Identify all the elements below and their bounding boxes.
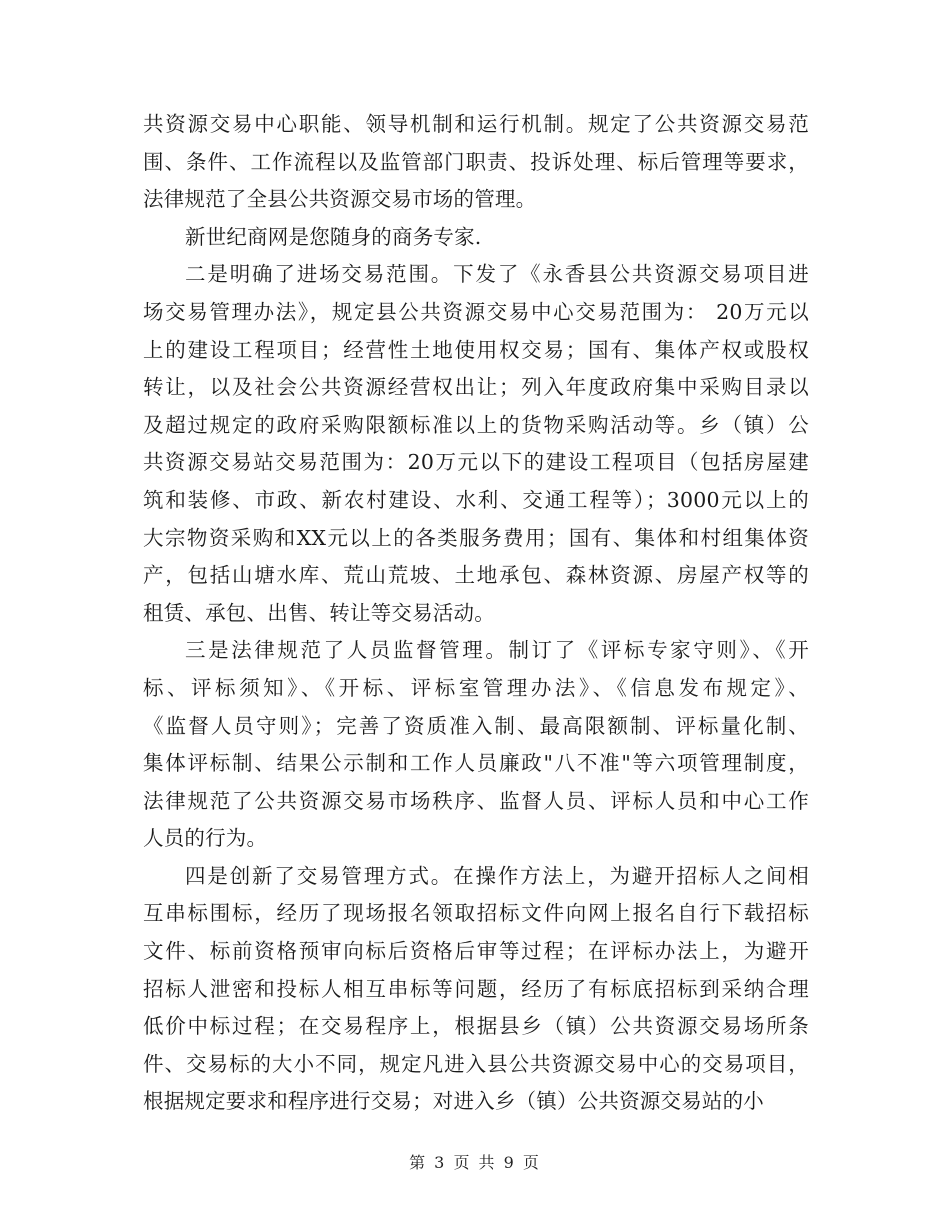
paragraph-line: 大宗物资采购和XX元以上的各类服务费用；国有、集体和村组集体资 bbox=[143, 525, 809, 550]
paragraph bbox=[143, 219, 809, 257]
paragraph-line: 产，包括山塘水库、荒山荒坡、土地承包、森林资源、房屋产权等的 bbox=[143, 563, 809, 588]
paragraph-line: 围、条件、工作流程以及监管部门职责、投诉处理、标后管理等要求， bbox=[143, 149, 809, 174]
paragraph-line: 三是法律规范了人员监督管理。制订了《评标专家守则》、《开 bbox=[185, 638, 809, 663]
document-body bbox=[143, 106, 809, 1121]
paragraph-line: 互串标围标，经历了现场报名领取招标文件向网上报名自行下载招标 bbox=[143, 901, 809, 926]
paragraph-line: 低价中标过程；在交易程序上，根据县乡（镇）公共资源交易场所条 bbox=[143, 1014, 809, 1039]
paragraph-line: 集体评标制、结果公示制和工作人员廉政"八不准"等六项管理制度， bbox=[143, 751, 809, 776]
paragraph-line: 二是明确了进场交易范围。下发了《永香县公共资源交易项目进 bbox=[185, 262, 809, 287]
paragraph-line: 根据规定要求和程序进行交易；对进入乡（镇）公共资源交易站的小 bbox=[143, 1089, 764, 1114]
paragraph-line: 场交易管理办法》，规定县公共资源交易中心交易范围为： 20万元以 bbox=[143, 299, 809, 324]
paragraph-line: 件、交易标的大小不同，规定凡进入县公共资源交易中心的交易项目， bbox=[143, 1051, 809, 1076]
paragraph bbox=[143, 106, 809, 219]
paragraph-line: 标、评标须知》、《开标、评标室管理办法》、《信息发布规定》、 bbox=[143, 675, 809, 700]
page-number-footer: 第 3 页 共 9 页 bbox=[409, 1153, 541, 1172]
paragraph-line: 法律规范了全县公共资源交易市场的管理。 bbox=[143, 187, 537, 212]
paragraph-line: 共资源交易中心职能、领导机制和运行机制。规定了公共资源交易范 bbox=[143, 112, 809, 136]
paragraph-line: 及超过规定的政府采购限额标准以上的货物采购活动等。乡（镇）公 bbox=[143, 412, 809, 437]
paragraph bbox=[143, 858, 809, 1121]
paragraph bbox=[143, 256, 809, 632]
paragraph-line: 新世纪商网是您随身的商务专家. bbox=[185, 224, 482, 249]
paragraph-line: 共资源交易站交易范围为：20万元以下的建设工程项目（包括房屋建 bbox=[143, 450, 809, 475]
paragraph-line: 上的建设工程项目；经营性土地使用权交易；国有、集体产权或股权 bbox=[143, 337, 809, 362]
paragraph-line: 招标人泄密和投标人相互串标等问题，经历了有标底招标到采纳合理 bbox=[143, 976, 809, 1001]
paragraph-line: 转让，以及社会公共资源经营权出让；列入年度政府集中采购目录以 bbox=[143, 375, 809, 400]
paragraph-line: 人员的行为。 bbox=[143, 826, 268, 851]
paragraph-line: 租赁、承包、出售、转让等交易活动。 bbox=[143, 600, 495, 625]
paragraph-line: 《监督人员守则》；完善了资质准入制、最高限额制、评标量化制、 bbox=[143, 713, 809, 738]
paragraph-line: 法律规范了公共资源交易市场秩序、监督人员、评标人员和中心工作 bbox=[143, 788, 809, 813]
paragraph-line: 四是创新了交易管理方式。在操作方法上，为避开招标人之间相 bbox=[185, 863, 809, 888]
paragraph-line: 文件、标前资格预审向标后资格后审等过程；在评标办法上，为避开 bbox=[143, 939, 809, 964]
paragraph bbox=[143, 632, 809, 858]
paragraph-line: 筑和装修、市政、新农村建设、水利、交通工程等）；3000元以上的 bbox=[143, 487, 809, 512]
